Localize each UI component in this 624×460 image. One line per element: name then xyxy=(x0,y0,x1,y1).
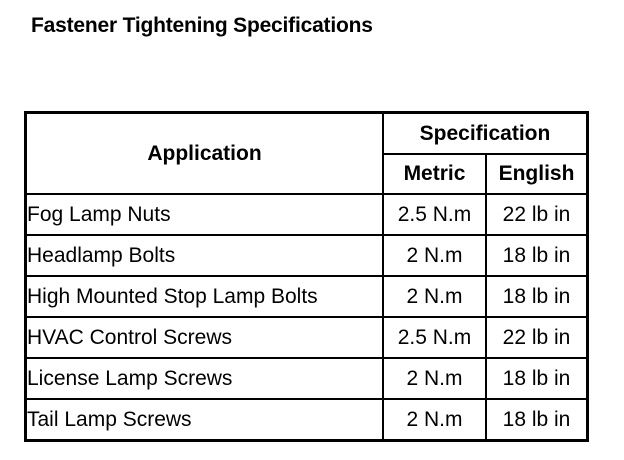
metric-column-header: Metric xyxy=(383,154,486,194)
application-cell: Tail Lamp Screws xyxy=(26,399,384,441)
metric-cell: 2 N.m xyxy=(383,235,486,276)
english-cell: 18 lb in xyxy=(486,358,588,399)
english-cell: 18 lb in xyxy=(486,399,588,441)
metric-cell: 2.5 N.m xyxy=(383,194,486,235)
application-cell: Fog Lamp Nuts xyxy=(26,194,384,235)
table-body xyxy=(26,194,588,441)
metric-cell: 2 N.m xyxy=(383,276,486,317)
english-cell: 22 lb in xyxy=(486,194,588,235)
application-cell: HVAC Control Screws xyxy=(26,317,384,358)
application-cell: High Mounted Stop Lamp Bolts xyxy=(26,276,384,317)
english-cell: 18 lb in xyxy=(486,276,588,317)
specification-group-header: Specification xyxy=(383,113,588,155)
table-row xyxy=(26,235,588,276)
metric-cell: 2 N.m xyxy=(383,399,486,441)
english-column-header: English xyxy=(486,154,588,194)
document-title: Fastener Tightening Specifications xyxy=(31,14,373,37)
application-cell: License Lamp Screws xyxy=(26,358,384,399)
table-row xyxy=(26,358,588,399)
application-column-header: Application xyxy=(26,113,384,195)
table-row xyxy=(26,399,588,441)
english-cell: 18 lb in xyxy=(486,235,588,276)
fastener-spec-table xyxy=(24,111,589,442)
application-cell: Headlamp Bolts xyxy=(26,235,384,276)
table-row xyxy=(26,194,588,235)
table-row xyxy=(26,317,588,358)
header-row-top xyxy=(26,113,588,155)
metric-cell: 2 N.m xyxy=(383,358,486,399)
metric-cell: 2.5 N.m xyxy=(383,317,486,358)
table-header xyxy=(26,113,588,195)
table-row xyxy=(26,276,588,317)
english-cell: 22 lb in xyxy=(486,317,588,358)
